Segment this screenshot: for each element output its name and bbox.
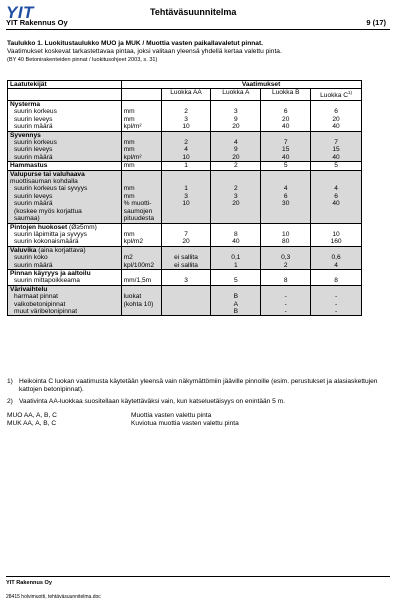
unit-cell: kpl/m² [121,123,161,131]
empty-cell [211,223,261,231]
value-cell: 30 [261,200,311,207]
value-cell: - [261,293,311,300]
document-title: Tehtäväsuunnitelma [150,7,237,17]
table-row [8,231,362,238]
yit-logo: YIT [6,3,34,22]
code-muo: MUO AA, A, B, C Muottia vasten valettu pinta [7,412,212,419]
footer-company: YIT Rakennus Oy [6,580,53,586]
group-header-row [8,269,362,277]
table-row [8,254,362,261]
value-cell: 10 [261,231,311,238]
footer-divider [6,576,390,577]
value-cell: 40 [311,200,362,207]
empty-cell [211,131,261,139]
group-title: Syvennys [8,131,122,139]
table-row [8,301,362,308]
footnote-2: 2) Vaativinta AA-luokkaa suositellaan käytettäväksi vain, kun katseluetäisyys on enintään 5 m. [7,398,285,405]
value-cell: 7 [161,231,211,238]
group-header-row [8,131,362,139]
value-cell: 4 [261,185,311,192]
value-cell: A [211,301,261,308]
unit-cell: mm [121,108,161,115]
value-cell [161,301,211,308]
group-title: Hammastus [8,162,122,170]
value-cell: 40 [211,238,261,246]
value-cell: ei sallita [161,262,211,270]
requirements-header: Vaatimukset [161,81,361,89]
empty-cell [311,131,362,139]
value-cell: 10 [161,123,211,131]
unit-cell: mm/1,5m [121,277,161,285]
value-cell [311,208,362,215]
group-header-row [8,285,362,293]
group-title: Värivaihtelu [8,285,122,293]
empty-cell [311,178,362,185]
row-label: suurin määrä [8,262,122,270]
empty-cell [261,285,311,293]
table-row [8,116,362,123]
value-cell [261,208,311,215]
value-cell: 6 [261,108,311,115]
row-label: suurin mittapoikkeama [8,277,122,285]
value-cell: - [311,301,362,308]
table-row [8,185,362,192]
unit-cell: mm [121,139,161,146]
caption-line-2: Vaatimukset koskevat tarkastettavaa pintaa, joksi valitaan yleensä yhdellä kertaa valettu pinta. [7,48,282,56]
value-cell: 15 [311,146,362,153]
row-label: suurin läpimitta ja syvyys [8,231,122,238]
table-row [8,108,362,115]
group-title: Valupurse tai valuhaava [8,170,122,178]
value-cell: 4 [311,185,362,192]
group-subtitle: muottisauman kohdalla [8,178,122,185]
class-aa-header: Luokka AA [161,89,211,101]
empty-cell [261,246,311,254]
value-cell: 20 [211,123,261,131]
value-cell: 4 [311,262,362,270]
empty-cell [161,246,211,254]
unit-cell [121,308,161,316]
value-cell: 2 [161,139,211,146]
value-cell [211,208,261,215]
value-cell: 8 [311,277,362,285]
table-row [8,123,362,131]
row-label: suurin korkeus [8,139,122,146]
row-label: valkobetonipinnat [8,301,122,308]
value-cell: 0,6 [311,254,362,261]
table-row [8,146,362,153]
table-row [8,200,362,207]
value-cell: 4 [161,146,211,153]
value-cell: 3 [211,108,261,115]
empty-cell [211,101,261,109]
value-cell: 7 [261,139,311,146]
value-cell: 20 [261,116,311,123]
table-caption [7,40,387,65]
row-label: suurin korkeus [8,108,122,115]
empty-cell [161,170,211,178]
value-cell: 20 [211,154,261,162]
company-name: YIT Rakennus Oy [6,18,68,27]
empty-cell [211,178,261,185]
unit-cell: mm [121,116,161,123]
code-muk: MUK AA, A, B, C Kuviotua muottia vasten valettu pinta [7,420,239,427]
empty-cell [121,285,161,293]
row-label: saumaa) [8,215,122,223]
value-cell: 80 [261,238,311,246]
value-cell: - [261,308,311,316]
value-cell: 2 [211,185,261,192]
row-label: suurin leveys [8,193,122,200]
row-label: suurin korkeus tai syvyys [8,185,122,192]
table-row [8,208,362,215]
caption-line-3: (BY 40 Betonirakenteiden pinnat / luokitusohjeet 2003, s. 31) [7,57,158,64]
empty-cell [311,223,362,231]
unit-cell: kpl/m2 [121,238,161,246]
value-cell: 9 [211,146,261,153]
empty-cell [261,178,311,185]
table-row [8,238,362,246]
row-label: suurin määrä [8,123,122,131]
empty-cell [121,246,161,254]
row-label: muut väribetonipinnat [8,308,122,316]
group-header-row [8,170,362,178]
value-cell: 5 [211,277,261,285]
value-cell: 40 [261,123,311,131]
group-header-row [8,223,362,231]
unit-cell: luokat [121,293,161,300]
value-cell: 20 [311,116,362,123]
table-row [8,277,362,285]
value-cell: 8 [211,231,261,238]
value-cell [211,215,261,223]
value-cell: 40 [261,154,311,162]
empty-cell [121,131,161,139]
empty-cell [161,223,211,231]
value-cell: - [261,301,311,308]
value-cell: B [211,293,261,300]
table-row [8,308,362,316]
unit-cell: mm [121,162,161,170]
empty-cell [261,101,311,109]
group-title: Valuvika (aina korjattava) [8,246,122,254]
group-title: Pinnan käyryys ja aaltoilu [8,269,122,277]
class-c-header: Luokka $C^{1)}$ [311,89,362,101]
value-cell: 20 [161,238,211,246]
unit-cell: mm [121,231,161,238]
caption-line-1: Taulukko 1. Luokitustaulukko MUO ja MUK / Muottia vasten paikallavaletut pinnat. [7,40,263,47]
row-label: suurin määrä [8,154,122,162]
code-legend [7,412,239,428]
group-title: Nysterma [8,101,122,109]
value-cell: 10 [161,154,211,162]
group-header-row [8,246,362,254]
table-row [8,193,362,200]
value-cell: - [311,308,362,316]
value-cell: 4 [211,139,261,146]
empty-cell [161,285,211,293]
table-row [8,154,362,162]
empty-cell [311,246,362,254]
class-b-header: Luokka B [261,89,311,101]
value-cell: 160 [311,238,362,246]
value-cell: 40 [311,154,362,162]
unit-cell: saumojen [121,208,161,215]
value-cell: 6 [311,108,362,115]
unit-cell: % muotti- [121,200,161,207]
value-cell: 40 [311,123,362,131]
unit-cell: mm [121,185,161,192]
empty-cell [161,101,211,109]
empty-cell [311,285,362,293]
value-cell: 1 [161,162,211,170]
value-cell [161,293,211,300]
row-label: suurin koko [8,254,122,261]
value-cell: 8 [261,277,311,285]
table-row [8,139,362,146]
page-number: 9 (17) [366,18,386,27]
unit-cell: mm [121,146,161,153]
unit-cell: kpl/m² [121,154,161,162]
table-row [8,215,362,223]
unit-cell: pituudesta [121,215,161,223]
value-cell: 10 [311,231,362,238]
header-divider [6,29,390,30]
row-label: (koskee myös korjattua [8,208,122,215]
group-subtitle-row [8,178,362,185]
value-cell: 7 [311,139,362,146]
empty-cell [121,223,161,231]
value-cell: 5 [311,162,362,170]
footnotes [7,378,387,410]
row-label: suurin määrä [8,200,122,207]
empty-cell [311,170,362,178]
empty-cell [161,178,211,185]
value-cell: 0,3 [261,254,311,261]
group-header-row [8,101,362,109]
value-cell [161,208,211,215]
value-cell [311,215,362,223]
empty-cell [261,131,311,139]
value-cell: 6 [311,193,362,200]
row-label: suurin kokonaismäärä [8,238,122,246]
empty-cell [261,170,311,178]
value-cell: 3 [211,193,261,200]
unit-cell: m2 [121,254,161,261]
value-cell: 6 [261,193,311,200]
value-cell [261,215,311,223]
value-cell [161,308,211,316]
value-cell: 2 [211,162,261,170]
empty-cell [261,223,311,231]
empty-cell [211,285,261,293]
value-cell [161,215,211,223]
table-row [8,262,362,270]
value-cell: 3 [161,193,211,200]
empty-cell [211,246,261,254]
table-row [8,293,362,300]
unit-cell: (kohta 10) [121,301,161,308]
unit-cell: kpl/100m2 [121,262,161,270]
value-cell: 20 [211,200,261,207]
class-a-header: Luokka A [211,89,261,101]
value-cell: 1 [211,262,261,270]
value-cell: 0,1 [211,254,261,261]
value-cell: 5 [261,162,311,170]
row-label: suurin leveys [8,116,122,123]
empty-cell [311,101,362,109]
value-cell: - [311,293,362,300]
value-cell: 2 [161,108,211,115]
empty-cell [211,269,261,277]
value-cell: 10 [161,200,211,207]
row-label: harmaat pinnat [8,293,122,300]
empty-cell [121,170,161,178]
empty-cell [161,269,211,277]
value-cell: 9 [211,116,261,123]
value-cell: 3 [161,116,211,123]
value-cell: 2 [261,262,311,270]
empty-cell [311,269,362,277]
empty-cell [211,170,261,178]
table-row [8,162,362,170]
unit-cell: mm [121,193,161,200]
footnote-1: 1) Heikointa C luokan vaatimusta käytetään yleensä vain näkymättömiin jääville pinnoille (esim. perustukset ja alasiaskettujen kattojen betonipinnat). [7,378,378,393]
empty-cell [261,269,311,277]
value-cell: 3 [161,277,211,285]
group-title: Pintojen huokoset (Ø≥5mm) [8,223,122,231]
value-cell: ei sallita [161,254,211,261]
value-cell: 1 [161,185,211,192]
footer-filename: 28415 holvimuotti, tehtäväsuunnitelma.doc [6,594,101,600]
value-cell: B [211,308,261,316]
value-cell: 15 [261,146,311,153]
empty-cell [121,101,161,109]
row-label: suurin leveys [8,146,122,153]
quality-factor-header: Laatutekijät [8,81,122,89]
classification-table [7,80,362,316]
empty-cell [121,178,161,185]
empty-cell [161,131,211,139]
empty-cell [121,269,161,277]
